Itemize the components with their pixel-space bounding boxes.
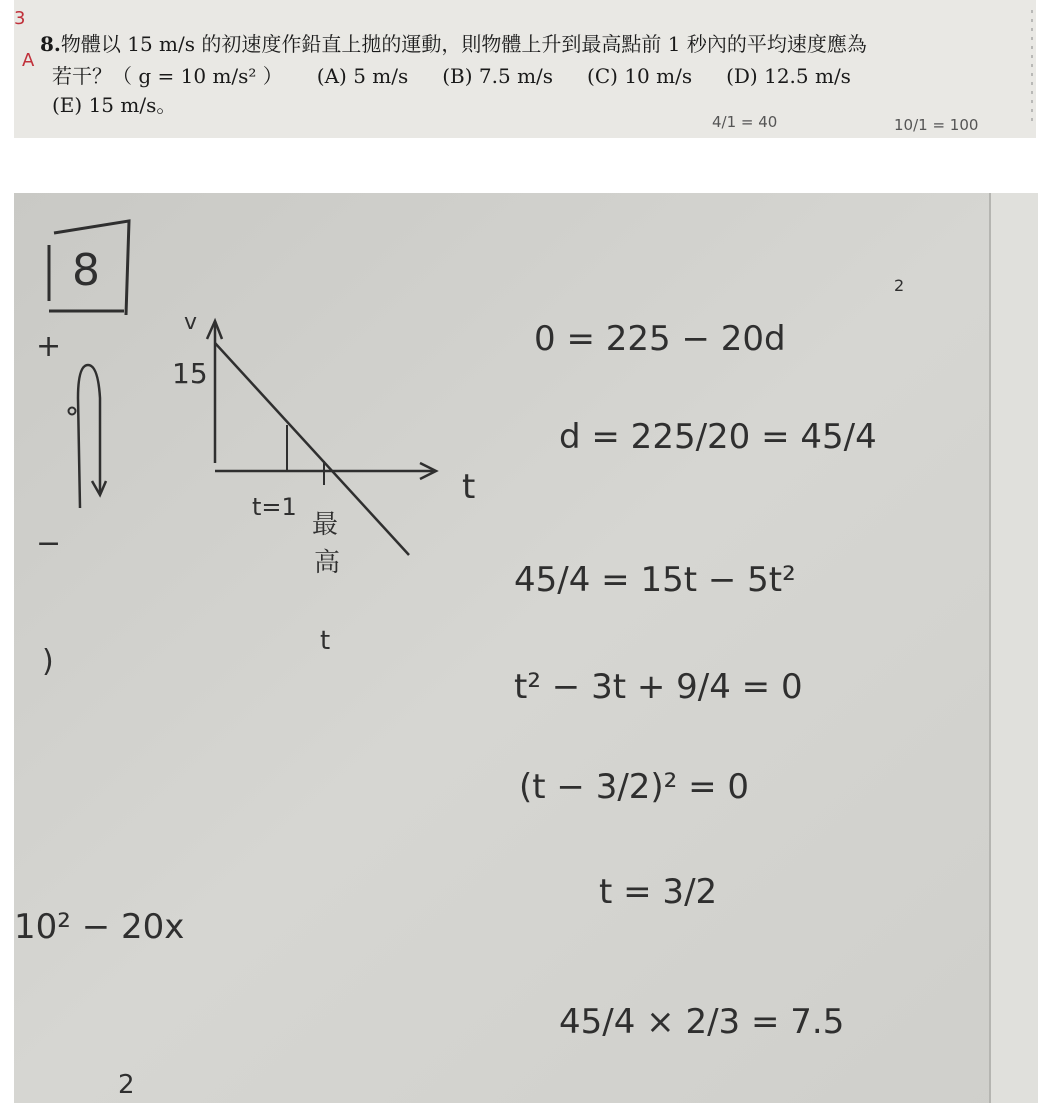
option-e: (E) 15 m/s。 [52,93,177,117]
question-stem-end: 若干？ [52,64,112,88]
minus-sign: − [36,526,62,561]
step-6: t = 3/2 [599,872,718,912]
step-5: (t − 3/2)² = 0 [519,767,750,807]
scribble-left: 4/1 = 40 [712,113,778,131]
peak-time-label: t [320,626,331,656]
step-1: 0 = 225 − 20d [534,319,786,359]
option-c: (C) 10 m/s [587,64,693,88]
peak-char-2: 高 [314,548,341,578]
question-line-1 [40,28,867,57]
handwritten-solution [14,193,1038,1103]
question-stem: 物體以 15 m/s 的初速度作鉛直上拋的運動，則物體上升到最高點前 1 秒內的平均速度應為 [60,32,867,56]
step-2: d = 225/20 = 45/4 [559,417,877,457]
step-7: 45/4 × 2/3 = 7.5 [559,1002,845,1042]
question-panel [14,0,1036,138]
t-equals-one-label: t=1 [252,493,297,521]
option-d: (D) 12.5 m/s [726,64,851,88]
step-3: 45/4 = 15t − 5t² [514,560,796,600]
peak-char-1: 最 [312,510,339,540]
question-line-3 [52,89,176,118]
v-axis-label: v [184,310,198,335]
side-scribble: 10² − 20x [14,907,185,947]
option-a: (A) 5 m/s [316,64,409,88]
scribble-right: 10/1 = 100 [894,116,979,134]
answer-mark: A [22,50,35,71]
initial-velocity-label: 15 [172,357,208,390]
problem-number: 8 [72,245,100,296]
given-gravity: （ g = 10 m/s² ） [112,64,283,88]
bottom-mark: 2 [118,1070,135,1100]
question-number: 8. [40,32,61,56]
plus-sign: + [36,329,62,364]
step-4: t² − 3t + 9/4 = 0 [514,667,803,707]
question-line-2 [52,60,851,89]
corner-mark: 3 [14,8,26,29]
t-axis-label: t [462,467,476,507]
exponent-mark: 2 [894,276,905,295]
option-b: (B) 7.5 m/s [442,64,554,88]
bracket-mark: ) [42,644,54,679]
